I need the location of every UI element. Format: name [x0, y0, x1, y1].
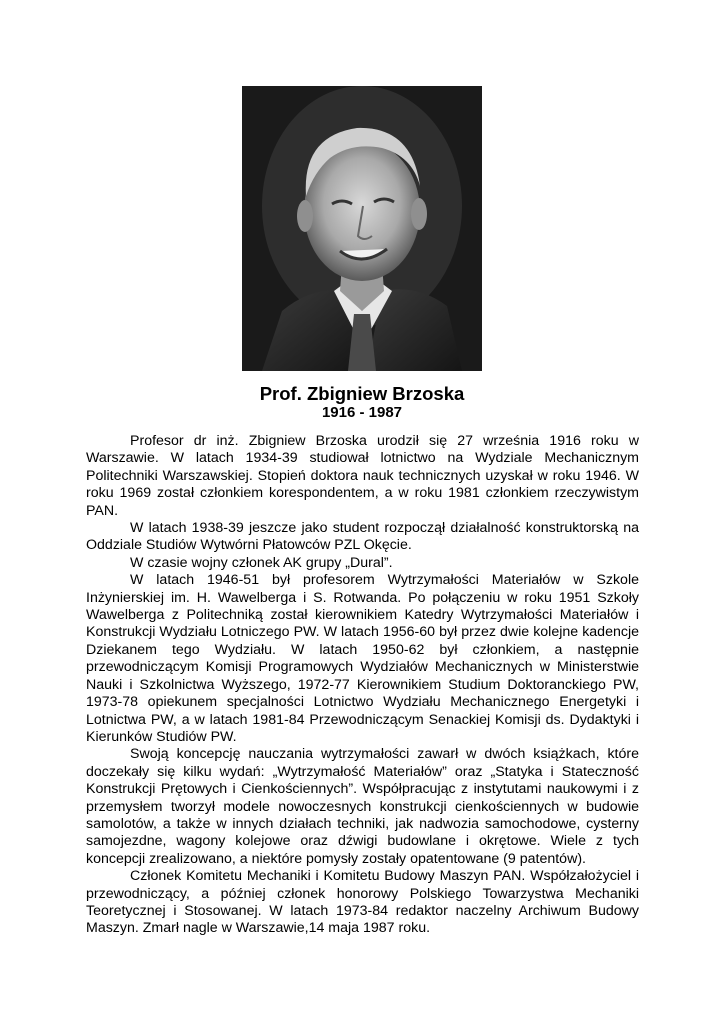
biography-text: [86, 433, 639, 938]
biography-paragraph: Członek Komitetu Mechaniki i Komitetu Budowy Maszyn PAN. Współzałożyciel i przewodniczący, a później członek honorowy Polskiego Towarzystwa Mechaniki Teoretycznej i Stosowanej. W latach 1973-84 redaktor naczelny Archiwum Budowy Maszyn. Zmarł nagle w Warszawie,14 maja 1987 roku.: [86, 868, 639, 937]
biography-paragraph: Swoją koncepcję nauczania wytrzymałości zawarł w dwóch książkach, które doczekały się kilku wydań: „Wytrzymałość Materiałów” oraz „Statyka i Stateczność Konstrukcji Prętowych i Cienkościennych”. Współpracując z instytutami naukowymi i z przemysłem tworzył modele nowoczesnych konstrukcji cienkościennych w budowie samolotów, a także w innych działach techniki, jak nadwozia samochodowe, cysterny samojezdne, wagony kolejowe oraz dźwigi budowlane i okrętowe. Wiele z tych koncepcji zrealizowano, a niektóre pomysły zostały opatentowane (9 patentów).: [86, 746, 639, 867]
biography-paragraph: W latach 1946-51 był profesorem Wytrzymałości Materiałów w Szkole Inżynierskiej im. H. Wawelberga i S. Rotwanda. Po połączeniu w roku 1951 Szkoły Wawelberga z Politechniką został kierownikiem Katedry Wytrzymałości Materiałów i Konstrukcji Wydziału Lotniczego PW. W latach 1956-60 był przez dwie kolejne kadencje Dziekanem tego Wydziału. W latach 1950-62 był członkiem, a następnie przewodniczącym Komisji Programowych Wydziałów Mechanicznych w Ministerstwie Nauki i Szkolnictwa Wyższego, 1972-77 Kierownikiem Studium Doktoranckiego PW, 1973-78 opiekunem specjalności Lotnictwo Wydziału Mechanicznego Energetyki i Lotnictwa PW, a w latach 1981-84 Przewodniczącym Senackiej Komisji ds. Dydaktyki i Kierunków Studiów PW.: [86, 572, 639, 745]
biography-paragraph: W czasie wojny członek AK grupy „Dural”.: [130, 554, 393, 571]
biography-paragraph: W latach 1938-39 jeszcze jako student rozpoczął działalność konstruktorską na Oddziale Studiów Wytwórni Płatowców PZL Okęcie.: [86, 520, 639, 554]
life-years: 1916 - 1987: [321, 404, 403, 421]
portrait-image: [242, 86, 482, 371]
portrait-photo: [242, 86, 482, 371]
person-name: Prof. Zbigniew Brzoska: [259, 383, 465, 404]
biography-paragraph: Profesor dr inż. Zbigniew Brzoska urodził się 27 września 1916 roku w Warszawie. W latach 1934-39 studiował lotnictwo na Wydziale Mechanicznym Politechniki Warszawskiej. Stopień doktora nauk technicznych uzyskał w roku 1946. W roku 1969 został członkiem korespondentem, a w roku 1981 członkiem rzeczywistym PAN.: [86, 433, 639, 519]
